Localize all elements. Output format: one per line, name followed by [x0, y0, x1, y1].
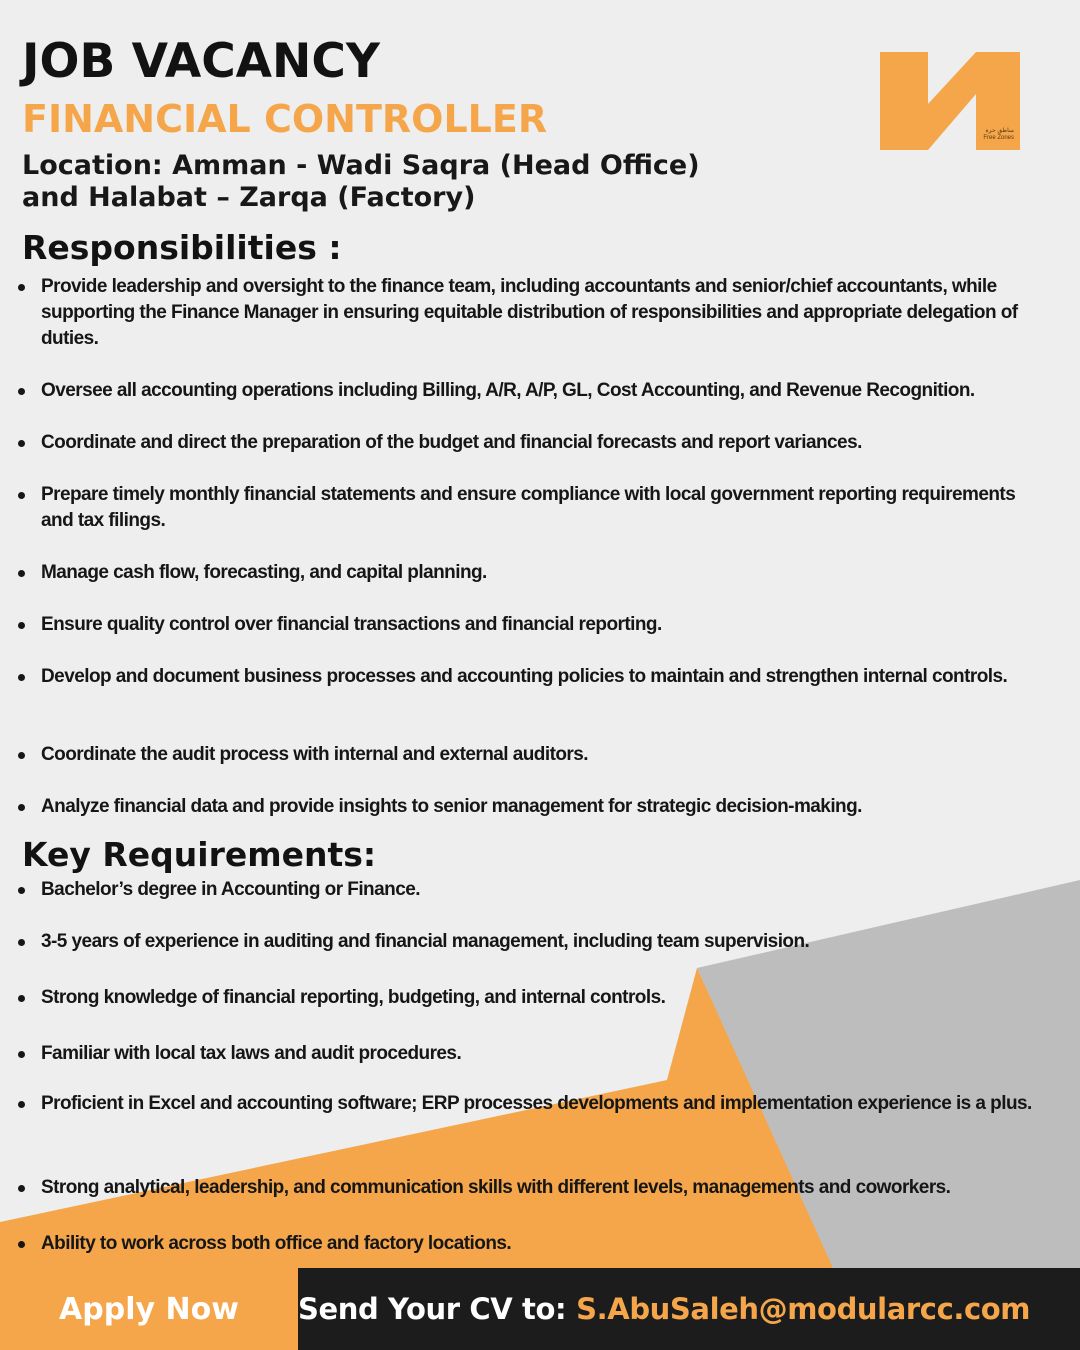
job-location: [22, 150, 822, 214]
bullet-icon: [18, 804, 25, 811]
list-item-text: Strong knowledge of financial reporting, budgeting, and internal controls.: [41, 987, 666, 1008]
job-title: FINANCIAL CONTROLLER: [22, 97, 548, 141]
list-item-text: Analyze financial data and provide insights to senior management for strategic decision-making.: [41, 796, 862, 817]
logo-english-text: Free Zones: [983, 135, 1014, 141]
bullet-icon: [18, 440, 25, 447]
list-item: [0, 794, 1040, 820]
list-item-text: Coordinate and direct the preparation of the budget and financial forecasts and report variances.: [41, 432, 862, 453]
bullet-icon: [18, 622, 25, 629]
list-item: [0, 1175, 1040, 1201]
email-link[interactable]: S.AbuSaleh@modularcc.com: [576, 1292, 1031, 1326]
bullet-icon: [18, 388, 25, 395]
bullet-icon: [18, 1185, 25, 1192]
logo-arabic-text: مناطق حرة: [985, 128, 1014, 134]
bullet-icon: [18, 939, 25, 946]
list-item-text: Ensure quality control over financial transactions and financial reporting.: [41, 614, 662, 635]
requirements-heading: Key Requirements:: [22, 835, 377, 874]
list-item: [0, 877, 1040, 903]
list-item-text: Familiar with local tax laws and audit procedures.: [41, 1043, 462, 1064]
list-item-text: Bachelor’s degree in Accounting or Finance.: [41, 879, 420, 900]
bullet-icon: [18, 1051, 25, 1058]
list-item: [0, 482, 1040, 534]
list-item-text: Ability to work across both office and factory locations.: [41, 1233, 512, 1254]
bullet-icon: [18, 887, 25, 894]
footer-bar: [0, 1268, 1080, 1350]
location-line-2: and Halabat – Zarqa (Factory): [22, 182, 476, 213]
list-item: [0, 1231, 1040, 1257]
page-title: JOB VACANCY: [22, 34, 380, 89]
send-cv-bar: [298, 1268, 1080, 1350]
bullet-icon: [18, 1101, 25, 1108]
bullet-icon: [18, 674, 25, 681]
list-item: [0, 430, 1040, 456]
responsibilities-heading: Responsibilities :: [22, 228, 342, 267]
list-item: [0, 664, 1040, 690]
list-item: [0, 929, 1040, 955]
list-item: [0, 1091, 1040, 1117]
list-item: [0, 274, 1040, 352]
logo-caption: [982, 128, 1014, 142]
list-item-text: Provide leadership and oversight to the finance team, including accountants and senior/chief accountants, while supporting the Finance Manager in ensuring equitable distribution of responsibilities and appropriate delegation of duties.: [41, 276, 1018, 349]
apply-now-button[interactable]: Apply Now: [0, 1268, 298, 1350]
location-line-1: Location: Amman - Wadi Saqra (Head Office): [22, 150, 700, 181]
list-item-text: 3-5 years of experience in auditing and financial management, including team supervision.: [41, 931, 810, 952]
bullet-icon: [18, 752, 25, 759]
list-item: [0, 612, 1040, 638]
list-item-text: Proficient in Excel and accounting software; ERP processes developments and implementation experience is a plus.: [41, 1093, 1032, 1114]
list-item: [0, 560, 1040, 586]
send-cv-label: Send Your CV to:: [298, 1292, 567, 1326]
list-item-text: Coordinate the audit process with internal and external auditors.: [41, 744, 589, 765]
list-item-text: Develop and document business processes and accounting policies to maintain and strengthen internal controls.: [41, 666, 1008, 687]
bullet-icon: [18, 995, 25, 1002]
list-item: [0, 378, 1040, 404]
list-item-text: Strong analytical, leadership, and communication skills with different levels, managements and coworkers.: [41, 1177, 951, 1198]
bullet-icon: [18, 1241, 25, 1248]
list-item: [0, 742, 1040, 768]
list-item-text: Oversee all accounting operations including Billing, A/R, A/P, GL, Cost Accounting, and Revenue Recognition.: [41, 380, 975, 401]
list-item-text: Manage cash flow, forecasting, and capital planning.: [41, 562, 487, 583]
bullet-icon: [18, 570, 25, 577]
list-item: [0, 1041, 1040, 1067]
list-item-text: Prepare timely monthly financial statements and ensure compliance with local government reporting requirements and tax filings.: [41, 484, 1016, 531]
list-item: [0, 985, 1040, 1011]
bullet-icon: [18, 284, 25, 291]
bullet-icon: [18, 492, 25, 499]
